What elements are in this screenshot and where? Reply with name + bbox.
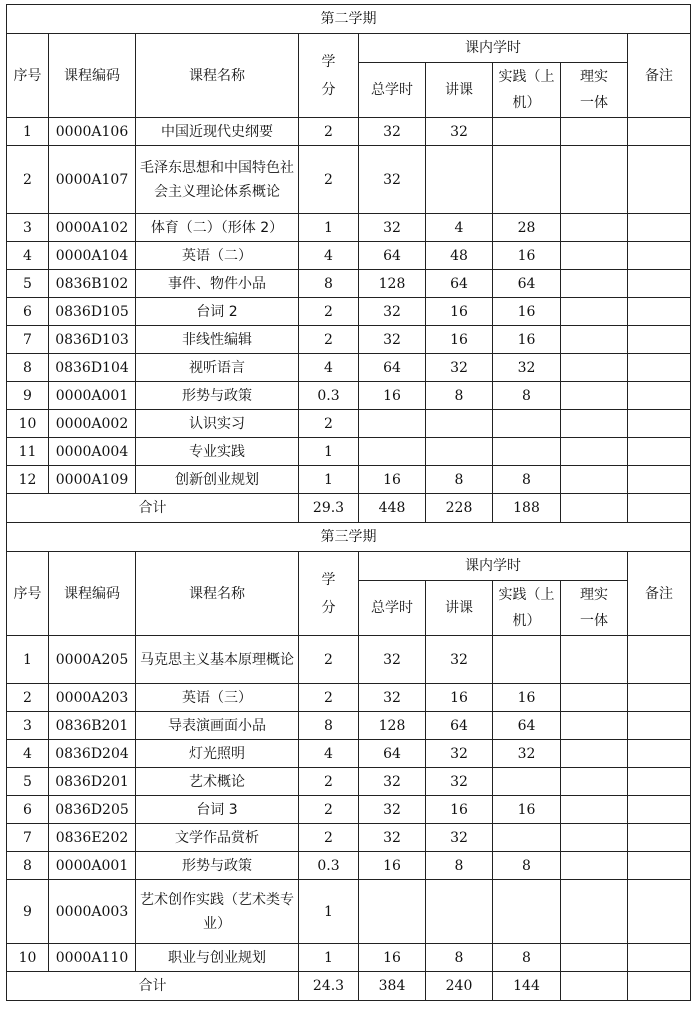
cell-seq: 9 xyxy=(7,382,49,410)
cell-practice xyxy=(493,146,561,214)
cell-credit: 2 xyxy=(299,326,359,354)
cell-course-name: 非线性编辑 xyxy=(136,326,299,354)
semester-title-row xyxy=(7,523,691,552)
table-row xyxy=(7,270,691,298)
cell-code: 0836D105 xyxy=(49,298,136,326)
cell-integrated xyxy=(561,824,628,852)
cell-lecture: 48 xyxy=(426,242,493,270)
table-row xyxy=(7,242,691,270)
cell-practice: 32 xyxy=(493,354,561,382)
totals-row xyxy=(7,494,691,523)
cell-integrated xyxy=(561,214,628,242)
cell-seq: 6 xyxy=(7,298,49,326)
cell-code: 0000A104 xyxy=(49,242,136,270)
header-credit xyxy=(299,34,359,118)
cell-lecture: 32 xyxy=(426,118,493,146)
cell-practice: 16 xyxy=(493,242,561,270)
cell-integrated xyxy=(561,712,628,740)
cell-remarks xyxy=(628,214,691,242)
cell-lecture xyxy=(426,146,493,214)
cell-integrated xyxy=(561,944,628,972)
cell-integrated xyxy=(561,298,628,326)
cell-practice: 8 xyxy=(493,382,561,410)
cell-total-hours: 16 xyxy=(359,382,426,410)
cell-code: 0000A004 xyxy=(49,438,136,466)
cell-credit: 4 xyxy=(299,740,359,768)
cell-credit: 2 xyxy=(299,768,359,796)
cell-code: 0836D204 xyxy=(49,740,136,768)
cell-credit: 2 xyxy=(299,796,359,824)
cell-lecture: 32 xyxy=(426,354,493,382)
cell-seq: 2 xyxy=(7,684,49,712)
cell-remarks xyxy=(628,438,691,466)
cell-code: 0000A003 xyxy=(49,880,136,944)
totals-practice: 144 xyxy=(493,972,561,1001)
table-row xyxy=(7,684,691,712)
cell-credit: 1 xyxy=(299,466,359,494)
cell-code: 0000A110 xyxy=(49,944,136,972)
cell-total-hours: 32 xyxy=(359,298,426,326)
totals-practice: 188 xyxy=(493,494,561,523)
header-practice-label: 实践（上机） xyxy=(498,587,555,629)
cell-course-name: 专业实践 xyxy=(136,438,299,466)
cell-lecture: 64 xyxy=(426,270,493,298)
cell-remarks xyxy=(628,118,691,146)
header-credit-label: 学分 xyxy=(321,53,336,98)
totals-total-hours: 448 xyxy=(359,494,426,523)
cell-integrated xyxy=(561,146,628,214)
cell-lecture: 32 xyxy=(426,768,493,796)
cell-integrated xyxy=(561,438,628,466)
cell-seq: 10 xyxy=(7,410,49,438)
cell-seq: 3 xyxy=(7,712,49,740)
header-hours-group: 课内学时 xyxy=(359,34,628,63)
cell-integrated xyxy=(561,354,628,382)
cell-total-hours: 64 xyxy=(359,740,426,768)
table-row xyxy=(7,326,691,354)
cell-code: 0000A109 xyxy=(49,466,136,494)
cell-remarks xyxy=(628,242,691,270)
header-integrated-label: 理实一体 xyxy=(580,587,608,629)
cell-practice xyxy=(493,880,561,944)
table-row xyxy=(7,410,691,438)
cell-practice: 32 xyxy=(493,740,561,768)
semester-title: 第二学期 xyxy=(7,5,691,34)
cell-practice: 64 xyxy=(493,712,561,740)
cell-total-hours: 128 xyxy=(359,270,426,298)
header-integrated xyxy=(561,63,628,118)
cell-lecture: 32 xyxy=(426,824,493,852)
cell-remarks xyxy=(628,410,691,438)
cell-seq: 8 xyxy=(7,852,49,880)
cell-integrated xyxy=(561,796,628,824)
cell-remarks xyxy=(628,740,691,768)
cell-course-name: 毛泽东思想和中国特色社会主义理论体系概论 xyxy=(136,146,299,214)
cell-seq: 5 xyxy=(7,270,49,298)
header-credit-label: 学分 xyxy=(321,571,336,616)
cell-credit: 2 xyxy=(299,298,359,326)
cell-integrated xyxy=(561,684,628,712)
cell-practice: 64 xyxy=(493,270,561,298)
cell-credit: 2 xyxy=(299,118,359,146)
cell-integrated xyxy=(561,382,628,410)
cell-seq: 11 xyxy=(7,438,49,466)
header-seq: 序号 xyxy=(7,552,49,636)
cell-total-hours: 32 xyxy=(359,118,426,146)
cell-seq: 4 xyxy=(7,740,49,768)
totals-integrated xyxy=(561,494,628,523)
cell-lecture: 16 xyxy=(426,684,493,712)
totals-lecture: 228 xyxy=(426,494,493,523)
table-row xyxy=(7,852,691,880)
table-header-row xyxy=(7,552,691,581)
cell-integrated xyxy=(561,740,628,768)
cell-practice: 8 xyxy=(493,944,561,972)
semester-title-row xyxy=(7,5,691,34)
cell-total-hours: 32 xyxy=(359,796,426,824)
totals-label: 合计 xyxy=(7,494,299,523)
cell-course-name: 职业与创业规划 xyxy=(136,944,299,972)
cell-code: 0836E202 xyxy=(49,824,136,852)
totals-label: 合计 xyxy=(7,972,299,1001)
cell-code: 0000A001 xyxy=(49,852,136,880)
cell-course-name: 英语（二） xyxy=(136,242,299,270)
cell-course-name: 认识实习 xyxy=(136,410,299,438)
cell-credit: 0.3 xyxy=(299,852,359,880)
cell-seq: 8 xyxy=(7,354,49,382)
table-header-row xyxy=(7,34,691,63)
header-name: 课程名称 xyxy=(136,552,299,636)
cell-total-hours: 32 xyxy=(359,768,426,796)
cell-lecture xyxy=(426,410,493,438)
totals-lecture: 240 xyxy=(426,972,493,1001)
table-row xyxy=(7,824,691,852)
table-row xyxy=(7,880,691,944)
header-code: 课程编码 xyxy=(49,552,136,636)
cell-lecture xyxy=(426,880,493,944)
cell-integrated xyxy=(561,880,628,944)
header-practice-label: 实践（上机） xyxy=(498,69,555,111)
cell-remarks xyxy=(628,768,691,796)
cell-total-hours: 128 xyxy=(359,712,426,740)
cell-lecture xyxy=(426,438,493,466)
cell-code: 0000A001 xyxy=(49,382,136,410)
totals-total-hours: 384 xyxy=(359,972,426,1001)
table-row xyxy=(7,354,691,382)
cell-lecture: 8 xyxy=(426,466,493,494)
cell-total-hours: 32 xyxy=(359,636,426,684)
cell-remarks xyxy=(628,298,691,326)
header-credit xyxy=(299,552,359,636)
cell-practice xyxy=(493,768,561,796)
header-practice xyxy=(493,581,561,636)
cell-course-name: 英语（三） xyxy=(136,684,299,712)
cell-remarks xyxy=(628,880,691,944)
cell-lecture: 16 xyxy=(426,796,493,824)
header-lecture: 讲课 xyxy=(426,63,493,118)
cell-remarks xyxy=(628,354,691,382)
cell-seq: 3 xyxy=(7,214,49,242)
table-row xyxy=(7,712,691,740)
cell-remarks xyxy=(628,466,691,494)
cell-credit: 1 xyxy=(299,438,359,466)
header-total-hours: 总学时 xyxy=(359,581,426,636)
cell-practice: 8 xyxy=(493,852,561,880)
cell-lecture: 64 xyxy=(426,712,493,740)
cell-lecture: 32 xyxy=(426,740,493,768)
table-row xyxy=(7,636,691,684)
table-row xyxy=(7,466,691,494)
cell-lecture: 4 xyxy=(426,214,493,242)
header-code: 课程编码 xyxy=(49,34,136,118)
cell-code: 0836D104 xyxy=(49,354,136,382)
cell-total-hours: 32 xyxy=(359,146,426,214)
cell-practice xyxy=(493,410,561,438)
cell-seq: 7 xyxy=(7,326,49,354)
cell-course-name: 形势与政策 xyxy=(136,852,299,880)
totals-credit: 29.3 xyxy=(299,494,359,523)
table-row xyxy=(7,768,691,796)
cell-credit: 2 xyxy=(299,824,359,852)
header-lecture: 讲课 xyxy=(426,581,493,636)
cell-course-name: 艺术概论 xyxy=(136,768,299,796)
table-row xyxy=(7,146,691,214)
cell-credit: 1 xyxy=(299,880,359,944)
cell-integrated xyxy=(561,410,628,438)
totals-remarks xyxy=(628,494,691,523)
cell-code: 0836D201 xyxy=(49,768,136,796)
cell-code: 0836D205 xyxy=(49,796,136,824)
cell-practice xyxy=(493,118,561,146)
cell-remarks xyxy=(628,326,691,354)
cell-credit: 2 xyxy=(299,684,359,712)
cell-credit: 0.3 xyxy=(299,382,359,410)
cell-total-hours: 32 xyxy=(359,684,426,712)
cell-total-hours: 16 xyxy=(359,944,426,972)
cell-credit: 2 xyxy=(299,636,359,684)
cell-total-hours: 64 xyxy=(359,354,426,382)
cell-lecture: 8 xyxy=(426,382,493,410)
totals-credit: 24.3 xyxy=(299,972,359,1001)
cell-code: 0000A102 xyxy=(49,214,136,242)
cell-code: 0000A002 xyxy=(49,410,136,438)
header-practice xyxy=(493,63,561,118)
cell-practice: 16 xyxy=(493,298,561,326)
cell-integrated xyxy=(561,636,628,684)
header-integrated xyxy=(561,581,628,636)
header-hours-group: 课内学时 xyxy=(359,552,628,581)
table-row xyxy=(7,298,691,326)
table-row xyxy=(7,740,691,768)
table-row xyxy=(7,118,691,146)
table-row xyxy=(7,382,691,410)
cell-total-hours xyxy=(359,880,426,944)
cell-code: 0000A107 xyxy=(49,146,136,214)
cell-course-name: 艺术创作实践（艺术类专业） xyxy=(136,880,299,944)
cell-seq: 2 xyxy=(7,146,49,214)
cell-practice: 16 xyxy=(493,326,561,354)
totals-remarks xyxy=(628,972,691,1001)
cell-code: 0000A106 xyxy=(49,118,136,146)
cell-practice: 8 xyxy=(493,466,561,494)
cell-course-name: 台词 2 xyxy=(136,298,299,326)
cell-integrated xyxy=(561,118,628,146)
cell-integrated xyxy=(561,852,628,880)
cell-seq: 10 xyxy=(7,944,49,972)
cell-total-hours: 64 xyxy=(359,242,426,270)
cell-course-name: 创新创业规划 xyxy=(136,466,299,494)
cell-total-hours: 16 xyxy=(359,466,426,494)
cell-total-hours: 16 xyxy=(359,852,426,880)
cell-code: 0000A203 xyxy=(49,684,136,712)
table-row xyxy=(7,214,691,242)
cell-course-name: 灯光照明 xyxy=(136,740,299,768)
cell-seq: 1 xyxy=(7,636,49,684)
cell-remarks xyxy=(628,852,691,880)
header-integrated-label: 理实一体 xyxy=(580,69,608,111)
cell-code: 0836D103 xyxy=(49,326,136,354)
cell-remarks xyxy=(628,146,691,214)
header-remarks: 备注 xyxy=(628,552,691,636)
cell-course-name: 导表演画面小品 xyxy=(136,712,299,740)
cell-total-hours: 32 xyxy=(359,824,426,852)
cell-credit: 2 xyxy=(299,146,359,214)
table-row xyxy=(7,796,691,824)
cell-remarks xyxy=(628,712,691,740)
header-name: 课程名称 xyxy=(136,34,299,118)
cell-course-name: 马克思主义基本原理概论 xyxy=(136,636,299,684)
header-seq: 序号 xyxy=(7,34,49,118)
cell-lecture: 8 xyxy=(426,852,493,880)
table-row xyxy=(7,944,691,972)
header-total-hours: 总学时 xyxy=(359,63,426,118)
cell-credit: 1 xyxy=(299,944,359,972)
cell-code: 0000A205 xyxy=(49,636,136,684)
cell-lecture: 32 xyxy=(426,636,493,684)
cell-credit: 2 xyxy=(299,410,359,438)
cell-integrated xyxy=(561,768,628,796)
cell-remarks xyxy=(628,382,691,410)
cell-course-name: 台词 3 xyxy=(136,796,299,824)
cell-seq: 9 xyxy=(7,880,49,944)
cell-code: 0836B201 xyxy=(49,712,136,740)
table-row xyxy=(7,438,691,466)
cell-total-hours: 32 xyxy=(359,214,426,242)
cell-total-hours: 32 xyxy=(359,326,426,354)
totals-integrated xyxy=(561,972,628,1001)
cell-credit: 4 xyxy=(299,354,359,382)
cell-practice: 28 xyxy=(493,214,561,242)
cell-remarks xyxy=(628,684,691,712)
cell-credit: 8 xyxy=(299,270,359,298)
cell-practice xyxy=(493,824,561,852)
cell-seq: 4 xyxy=(7,242,49,270)
cell-practice xyxy=(493,438,561,466)
cell-course-name: 视听语言 xyxy=(136,354,299,382)
cell-lecture: 16 xyxy=(426,326,493,354)
cell-integrated xyxy=(561,466,628,494)
cell-practice: 16 xyxy=(493,796,561,824)
cell-integrated xyxy=(561,242,628,270)
course-schedule-table xyxy=(6,4,691,1001)
cell-seq: 5 xyxy=(7,768,49,796)
cell-lecture: 16 xyxy=(426,298,493,326)
cell-seq: 7 xyxy=(7,824,49,852)
cell-integrated xyxy=(561,326,628,354)
cell-remarks xyxy=(628,944,691,972)
cell-code: 0836B102 xyxy=(49,270,136,298)
cell-total-hours xyxy=(359,438,426,466)
cell-seq: 6 xyxy=(7,796,49,824)
cell-remarks xyxy=(628,270,691,298)
cell-lecture: 8 xyxy=(426,944,493,972)
cell-course-name: 文学作品赏析 xyxy=(136,824,299,852)
cell-credit: 1 xyxy=(299,214,359,242)
cell-course-name: 体育（二）（形体 2） xyxy=(136,214,299,242)
cell-seq: 1 xyxy=(7,118,49,146)
cell-credit: 4 xyxy=(299,242,359,270)
semester-title: 第三学期 xyxy=(7,523,691,552)
cell-course-name: 事件、物件小品 xyxy=(136,270,299,298)
cell-course-name: 形势与政策 xyxy=(136,382,299,410)
cell-practice: 16 xyxy=(493,684,561,712)
totals-row xyxy=(7,972,691,1001)
cell-course-name: 中国近现代史纲要 xyxy=(136,118,299,146)
cell-remarks xyxy=(628,636,691,684)
cell-practice xyxy=(493,636,561,684)
cell-seq: 12 xyxy=(7,466,49,494)
cell-credit: 8 xyxy=(299,712,359,740)
cell-integrated xyxy=(561,270,628,298)
cell-remarks xyxy=(628,824,691,852)
header-remarks: 备注 xyxy=(628,34,691,118)
cell-remarks xyxy=(628,796,691,824)
cell-total-hours xyxy=(359,410,426,438)
